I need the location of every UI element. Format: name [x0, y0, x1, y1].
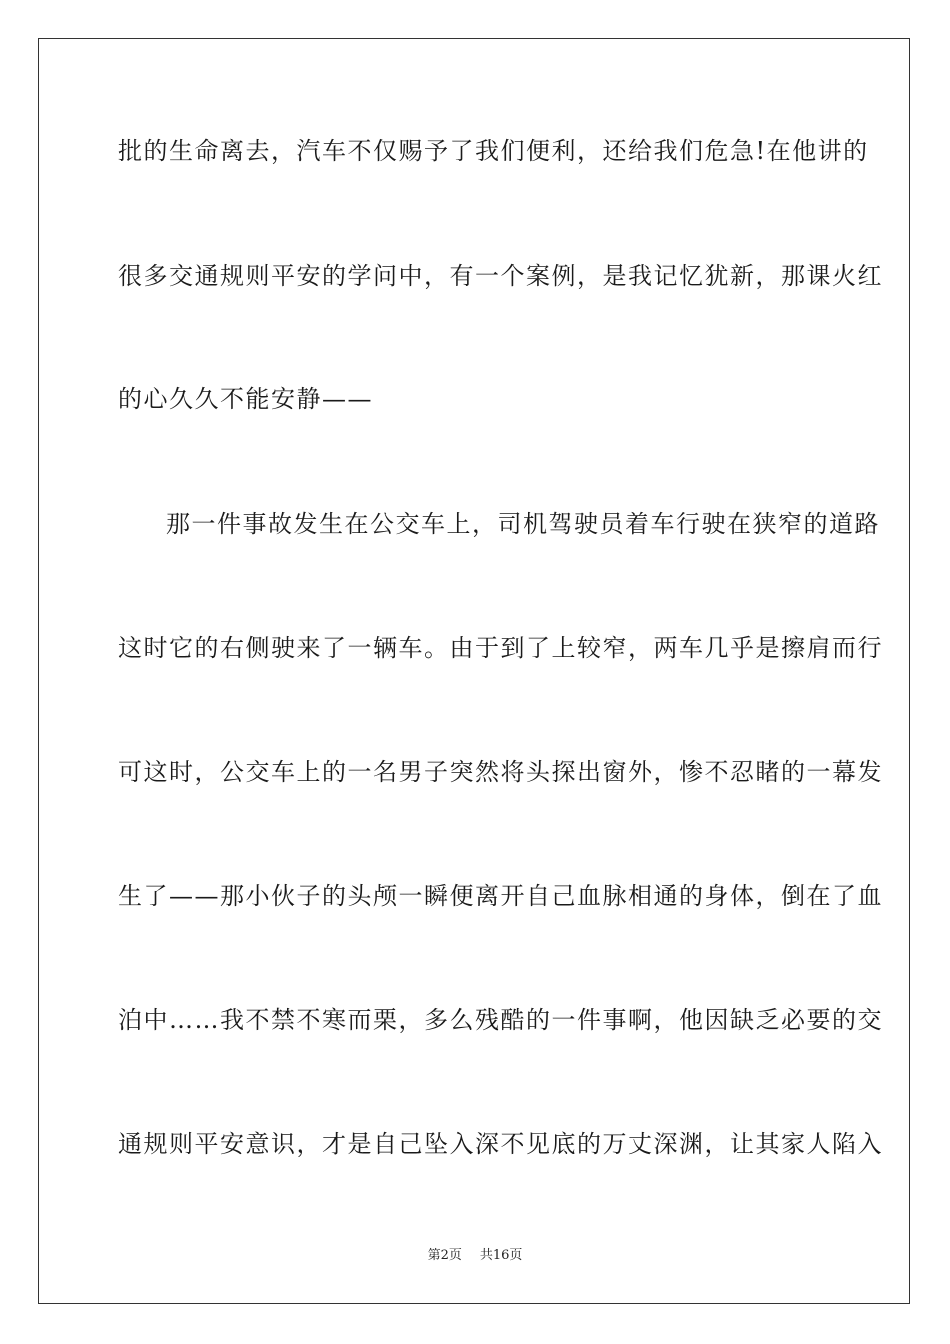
- text-line: 通规则平安意识，才是自己坠入深不见底的万丈深渊，让其家人陷入: [118, 1130, 883, 1158]
- text-line: 生了——那小伙子的头颅一瞬便离开自己血脉相通的身体，倒在了血: [118, 882, 883, 910]
- text-line: 很多交通规则平安的学问中，有一个案例，是我记忆犹新，那课火红: [118, 262, 883, 290]
- text-line: 的心久久不能安静——: [118, 385, 373, 413]
- page-footer: [0, 1247, 950, 1265]
- paragraph-first-line: 那一件事故发生在公交车上，司机驾驶员着车行驶在狭窄的道路: [166, 510, 880, 538]
- page-number: 第2页: [427, 1248, 462, 1263]
- text-line: 批的生命离去，汽车不仅赐予了我们便利，还给我们危急!在他讲的: [118, 137, 869, 165]
- text-line: 这时它的右侧驶来了一辆车。由于到了上较窄，两车几乎是擦肩而行: [118, 634, 883, 662]
- page-border: [38, 38, 910, 1304]
- page-total: 共16页: [479, 1248, 523, 1263]
- text-line: 可这时，公交车上的一名男子突然将头探出窗外，惨不忍睹的一幕发: [118, 758, 883, 786]
- text-line: 泊中……我不禁不寒而栗，多么残酷的一件事啊，他因缺乏必要的交: [118, 1006, 883, 1034]
